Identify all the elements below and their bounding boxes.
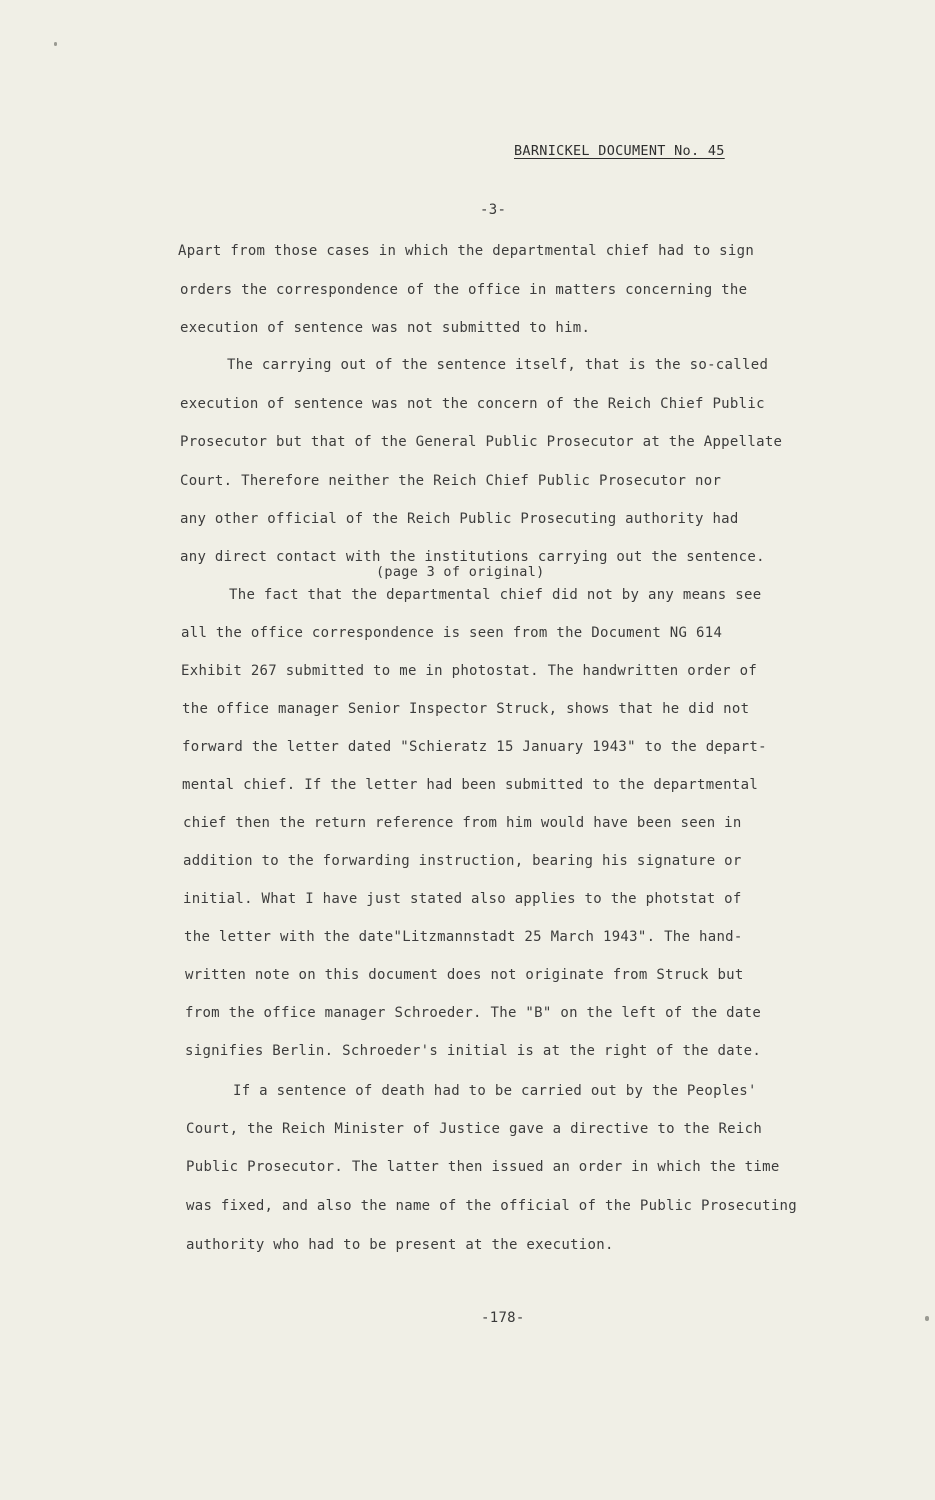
text-line: signifies Berlin. Schroeder's initial is at the right of the date. [185,1043,762,1059]
text-line: the office manager Senior Inspector Struck, shows that he did not [182,701,750,717]
text-line: from the office manager Schroeder. The "B" on the left of the date [185,1005,762,1021]
text-line: The carrying out of the sentence itself, that is the so-called [227,357,769,373]
text-line: chief then the return reference from him would have been seen in [183,815,742,831]
text-line: Public Prosecutor. The latter then issued an order in which the time [186,1159,780,1175]
page-number-bottom: -178- [481,1310,525,1326]
text-line: authority who had to be present at the execution. [186,1237,614,1253]
text-line: written note on this document does not originate from Struck but [185,967,744,983]
original-page-note: (page 3 of original) [376,564,545,580]
text-line: the letter with the date"Litzmannstadt 25 March 1943". The hand- [184,929,743,945]
text-line: addition to the forwarding instruction, bearing his signature or [183,853,742,869]
text-line: any other official of the Reich Public Prosecuting authority had [180,511,739,527]
text-line: orders the correspondence of the office in matters concerning the [180,282,748,298]
paper-speck [925,1316,929,1321]
text-line: forward the letter dated "Schieratz 15 January 1943" to the depart- [182,739,767,755]
text-line: execution of sentence was not submitted to him. [180,320,591,336]
page-number-top: -3- [480,202,507,218]
text-line: Court. Therefore neither the Reich Chief Public Prosecutor nor [180,473,722,489]
text-line: The fact that the departmental chief did not by any means see [229,587,762,603]
text-line: all the office correspondence is seen from the Document NG 614 [181,625,723,641]
document-header: BARNICKEL DOCUMENT No. 45 [514,143,725,159]
text-line: Court, the Reich Minister of Justice gave a directive to the Reich [186,1121,763,1137]
paper-speck [54,42,57,46]
text-line: If a sentence of death had to be carried out by the Peoples' [233,1083,757,1099]
text-line: initial. What I have just stated also applies to the photstat of [183,891,742,907]
text-line: Apart from those cases in which the departmental chief had to sign [178,243,755,259]
text-line: mental chief. If the letter had been submitted to the departmental [182,777,759,793]
text-line: execution of sentence was not the concern of the Reich Chief Public [180,396,765,412]
text-line: Exhibit 267 submitted to me in photostat. The handwritten order of [181,663,758,679]
text-line: was fixed, and also the name of the official of the Public Prosecuting [186,1198,798,1214]
text-line: Prosecutor but that of the General Public Prosecutor at the Appellate [180,434,783,450]
text-line: any direct contact with the institutions carrying out the sentence. [180,549,765,565]
